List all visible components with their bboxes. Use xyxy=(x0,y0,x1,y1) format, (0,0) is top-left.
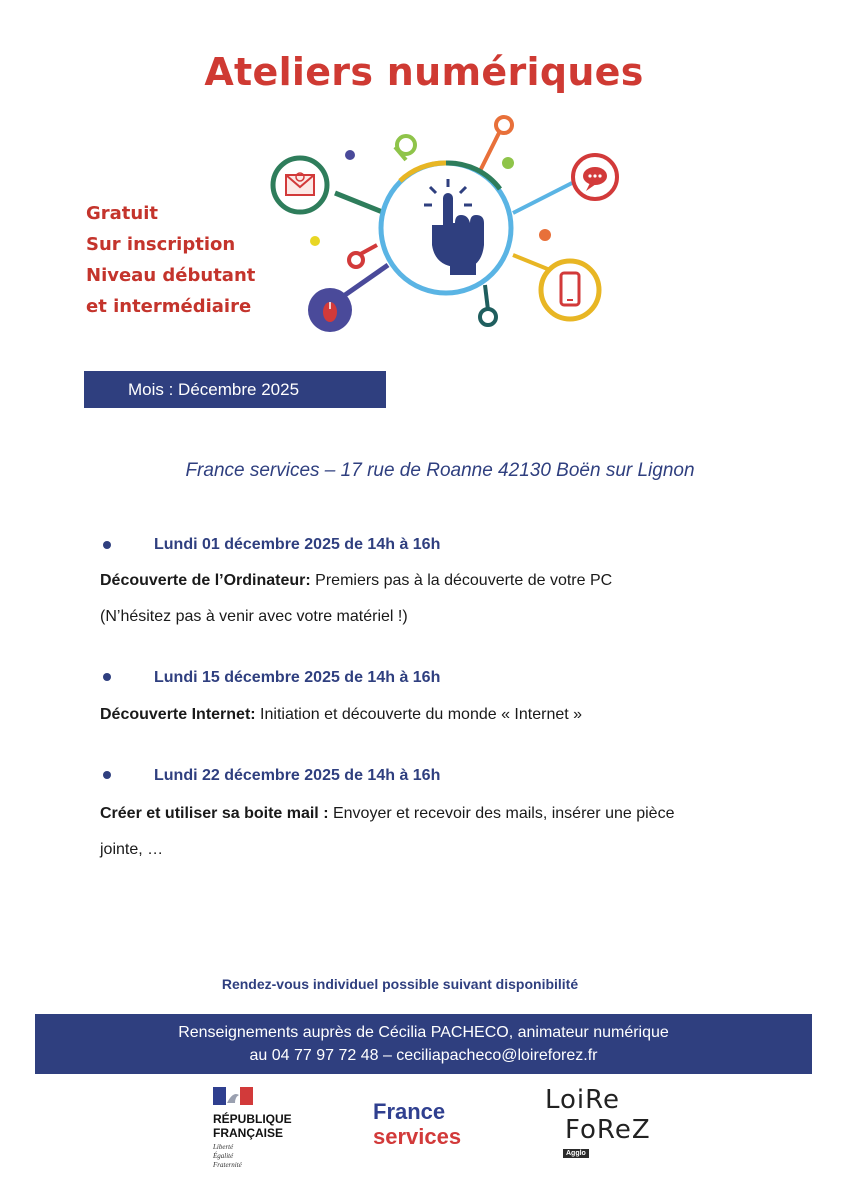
session-topic: Découverte de l’Ordinateur: xyxy=(100,572,311,589)
session-date: Lundi 22 décembre 2025 de 14h à 16h xyxy=(154,767,441,784)
session-date: Lundi 01 décembre 2025 de 14h à 16h xyxy=(154,536,441,553)
bullet-icon xyxy=(103,771,111,779)
digital-network-illustration xyxy=(260,105,630,335)
bullet-icon xyxy=(103,541,111,549)
rf-motto-1: Liberté xyxy=(213,1143,234,1151)
location-address: France services – 17 rue de Roanne 42130 Boën sur Lignon xyxy=(185,460,695,481)
session-date: Lundi 15 décembre 2025 de 14h à 16h xyxy=(154,669,441,686)
session-note: (N’hésitez pas à venir avec votre matériel !) xyxy=(100,608,408,625)
page-title: Ateliers numériques xyxy=(204,50,644,94)
features-list xyxy=(86,198,255,322)
loire-forez-line-2: FoReZ xyxy=(565,1115,651,1145)
contact-banner xyxy=(35,1014,812,1074)
loire-forez-line-1: LoiRe xyxy=(545,1085,621,1115)
feature-registration: Sur inscription xyxy=(86,234,236,255)
month-banner: Mois : Décembre 2025 xyxy=(84,371,386,408)
agglo-tag: Agglo xyxy=(563,1149,589,1158)
feature-free: Gratuit xyxy=(86,203,158,224)
session-text: Premiers pas à la découverte de votre PC xyxy=(310,572,613,589)
rf-line-1: RÉPUBLIQUE xyxy=(213,1112,292,1126)
mouse-icon xyxy=(323,302,337,322)
appointment-note: Rendez-vous individuel possible suivant disponibilité xyxy=(221,976,579,992)
rf-line-2: FRANÇAISE xyxy=(213,1126,284,1140)
envelope-icon xyxy=(286,173,314,195)
loire-forez-logo xyxy=(545,1085,651,1157)
rf-motto-3: Fraternité xyxy=(213,1161,242,1169)
france-services-logo xyxy=(373,1099,461,1149)
session-description xyxy=(100,697,700,733)
france-services-line-2: services xyxy=(373,1124,462,1149)
feature-level-2: et intermédiaire xyxy=(86,296,252,317)
session-description xyxy=(100,796,690,868)
bullet-icon xyxy=(103,673,111,681)
france-services-line-1: France xyxy=(373,1099,446,1124)
session-description xyxy=(100,563,700,635)
session-text: Envoyer et recevoir des mails, insérer une pièce jointe, … xyxy=(100,805,675,858)
contact-line-1: Renseignements auprès de Cécilia PACHECO, animateur numérique xyxy=(178,1024,669,1041)
session-topic: Créer et utiliser sa boite mail : xyxy=(100,805,329,822)
feature-level: Niveau débutant xyxy=(86,265,256,286)
rf-motto-2: Égalité xyxy=(213,1152,234,1160)
session-text: Initiation et découverte du monde « Internet » xyxy=(255,706,583,723)
contact-line-2: au 04 77 97 72 48 – ceciliapacheco@loireforez.fr xyxy=(249,1047,598,1064)
marianne-icon xyxy=(213,1087,253,1105)
session-topic: Découverte Internet: xyxy=(100,706,256,723)
republique-francaise-logo xyxy=(213,1087,292,1170)
